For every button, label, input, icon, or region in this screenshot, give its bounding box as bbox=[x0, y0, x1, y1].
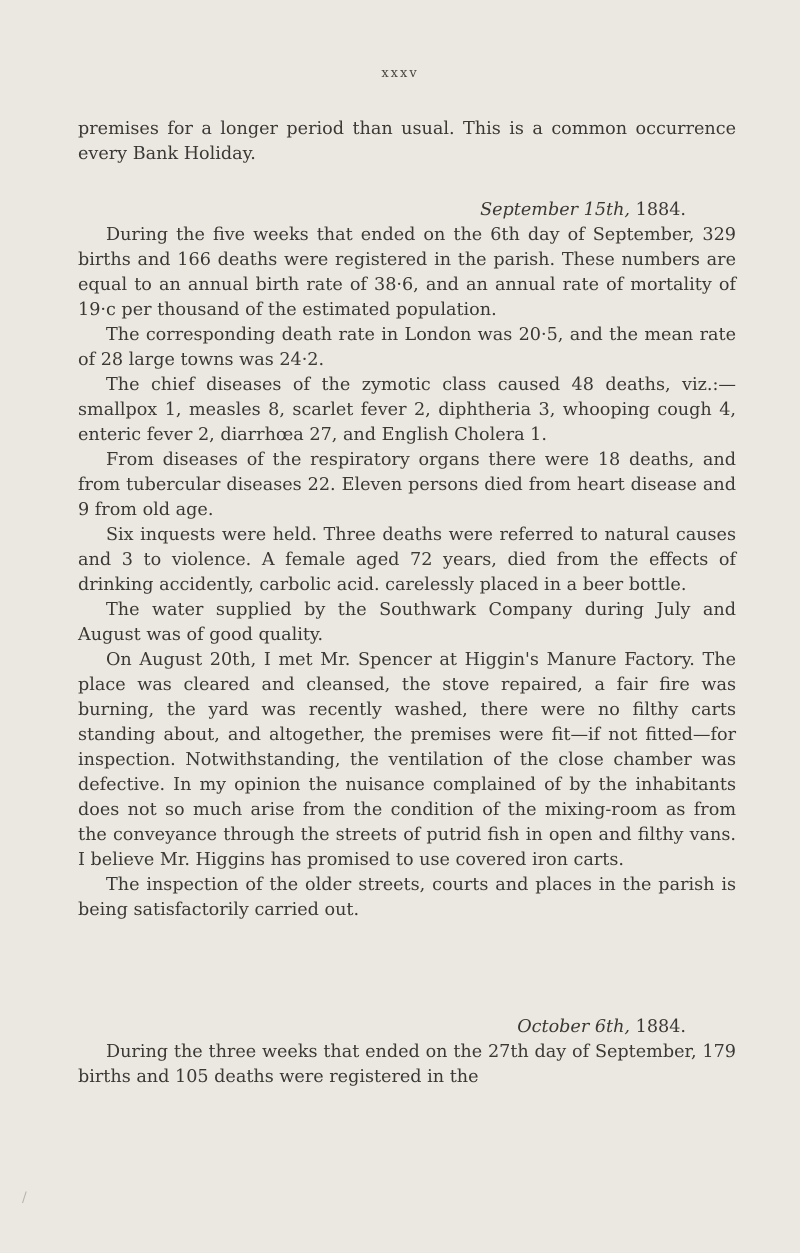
page-number: xxxv bbox=[381, 66, 419, 81]
stray-pencil-mark: / bbox=[22, 1190, 27, 1206]
section-october bbox=[78, 1015, 736, 1090]
dateline-september bbox=[78, 198, 736, 223]
section-september bbox=[78, 198, 736, 923]
paragraph-water: The water supplied by the Southwark Company during July and August was of good quality. bbox=[78, 600, 736, 645]
paragraph-respiratory: From diseases of the respiratory organs there were 18 deaths, and from tubercular diseases 22. Eleven persons died from heart disease and 9 from old age. bbox=[78, 450, 736, 520]
paragraph-london-rate: The corresponding death rate in London was 20·5, and the mean rate of 28 large towns was 24·2. bbox=[78, 325, 736, 370]
paragraph-zymotic: The chief diseases of the zymotic class caused 48 deaths, viz.:—smallpox 1, measles 8, scarlet fever 2, diphtheria 3, whooping cough 4, enteric fever 2, diarrhœa 27, and English Cholera 1. bbox=[78, 375, 736, 445]
paragraph-manure-factory: On August 20th, I met Mr. Spencer at Higgin's Manure Factory. The place was cleared and cleansed, the stove repaired, a fair fire was burning, the yard was recently washed, there were no filthy carts standing about, and altogether, the premises were fit—if not fitted—for inspection. Notwithstanding, the ventilation of the close chamber was defective. In my opinion the nuisance complained of by the inhabitants does not so much arise from the condition of the mixing-room as from the conveyance through the streets of putrid fish in open and filthy vans. I believe Mr. Higgins has promised to use covered iron carts. bbox=[78, 650, 736, 870]
paragraph-births-deaths: During the five weeks that ended on the 6th day of September, 329 births and 166 deaths were registered in the parish. These numbers are equal to an annual birth rate of 38·6, and an annual rate of mortality of 19·c per thousand of the estimated population. bbox=[78, 225, 736, 320]
intro-block bbox=[78, 117, 736, 167]
dateline-september-year: 1884. bbox=[635, 200, 686, 220]
paragraph-three-weeks: During the three weeks that ended on the 27th day of September, 179 births and 105 deaths were registered in the bbox=[78, 1042, 736, 1087]
dateline-october-day: October 6th, bbox=[517, 1017, 631, 1037]
paragraph-inquests: Six inquests were held. Three deaths were referred to natural causes and 3 to violence. A female aged 72 years, died from the effects of drinking accidently, carbolic acid. carelessly placed in a beer bottle. bbox=[78, 525, 736, 595]
dateline-october bbox=[78, 1015, 736, 1040]
dateline-october-year: 1884. bbox=[635, 1017, 686, 1037]
intro-paragraph: premises for a longer period than usual. This is a common occurrence every Bank Holiday. bbox=[78, 119, 736, 164]
dateline-september-day: September 15th, bbox=[480, 200, 631, 220]
paragraph-inspection: The inspection of the older streets, courts and places in the parish is being satisfactorily carried out. bbox=[78, 875, 736, 920]
